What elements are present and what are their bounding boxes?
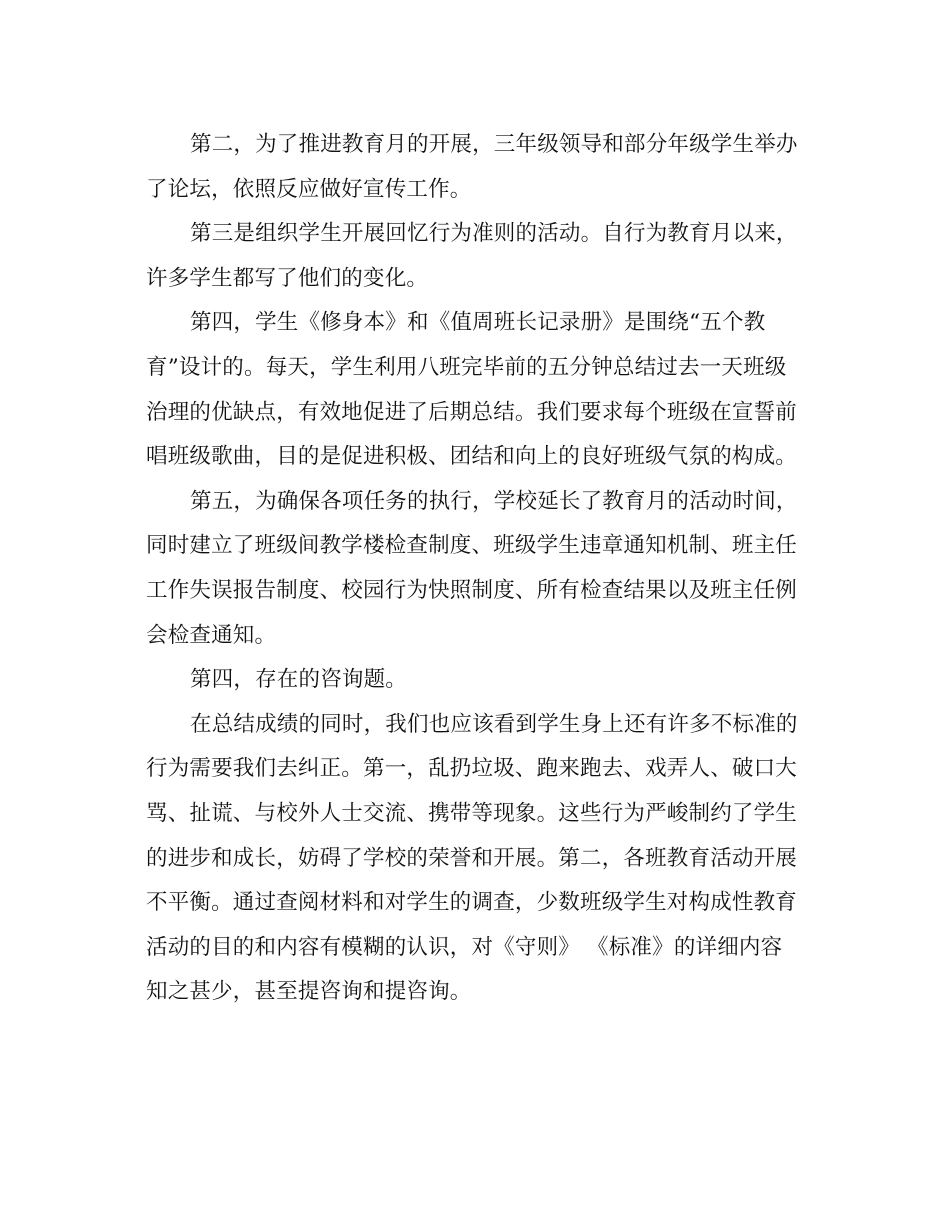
- paragraph: [146, 301, 806, 479]
- text-line: 治理的优缺点，有效地促进了后期总结。我们要求每个班级在宣誓前: [146, 399, 798, 425]
- paragraph: [146, 480, 806, 658]
- text-line: 不平衡。通过查阅材料和对学生的调查，少数班级学生对构成性教育: [146, 890, 798, 916]
- text-line: 同时建立了班级间教学楼检查制度、班级学生违章通知机制、班主任: [146, 533, 798, 559]
- document-body: [146, 123, 806, 1015]
- text-line: 骂、扯谎、与校外人士交流、携带等现象。这些行为严峻制约了学生: [146, 800, 798, 826]
- text-line: 在总结成绩的同时，我们也应该看到学生身上还有许多不标准的: [190, 711, 798, 737]
- text-line: 第四，学生《修身本》和《值周班长记录册》是围绕“五个教: [190, 310, 766, 336]
- section-heading: [146, 658, 806, 703]
- text-line: 的进步和成长，妨碍了学校的荣誉和开展。第二，各班教育活动开展: [146, 845, 798, 871]
- text-line: 工作失误报告制度、校园行为快照制度、所有检查结果以及班主任例: [146, 577, 798, 603]
- text-line: 唱班级歌曲，目的是促进积极、团结和向上的良好班级气氛的构成。: [146, 444, 798, 470]
- text-line: 第五，为确保各项任务的执行，学校延长了教育月的活动时间，: [190, 488, 798, 514]
- text-line: 许多学生都写了他们的变化。: [146, 265, 429, 291]
- text-line: 第三是组织学生开展回忆行为准则的活动。自行为教育月以来，: [190, 221, 798, 247]
- text-line: 了论坛，依照反应做好宣传工作。: [146, 176, 472, 202]
- text-line: 会检查通知。: [146, 622, 277, 648]
- paragraph: [146, 703, 806, 1015]
- paragraph: [146, 123, 806, 212]
- paragraph: [146, 212, 806, 301]
- text-line: 第四，存在的咨询题。: [190, 667, 408, 693]
- text-line: 育”设计的。每天，学生利用八班完毕前的五分钟总结过去一天班级: [146, 354, 787, 380]
- text-line: 第二，为了推进教育月的开展，三年级领导和部分年级学生举办: [190, 132, 798, 157]
- text-line: 行为需要我们去纠正。第一，乱扔垃圾、跑来跑去、戏弄人、破口大: [146, 756, 798, 782]
- text-line: 知之甚少，甚至提咨询和提咨询。: [146, 979, 472, 1005]
- text-line: 活动的目的和内容有模糊的认识，对《守则》 《标准》的详细内容: [146, 934, 783, 960]
